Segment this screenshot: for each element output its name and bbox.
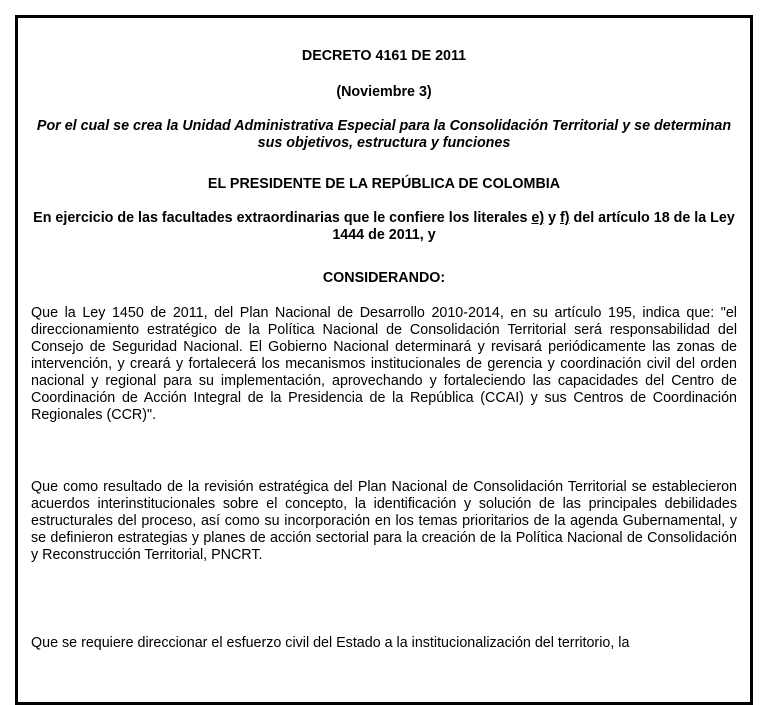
authority-text-1: En ejercicio de las facultades extraordinarias que le confiere los literales (33, 210, 532, 226)
literal-f-link[interactable]: f) (560, 210, 570, 226)
decree-subtitle: Por el cual se crea la Unidad Administrativa Especial para la Consolidación Territorial y se determinan sus objetivos, estructura y funciones (36, 118, 732, 151)
paragraph: Que como resultado de la revisión estratégica del Plan Nacional de Consolidación Territorial se establecieron acuerdos interinstitucionales sobre el concepto, la identificación y solución de las principales debilidades estructurales del proceso, así como su incorporación en los temas prioritarios de la agenda Gubernamental, y se definieron estrategias y planes de acción sectorial para la creación de la Política Nacional de Consolidación y Reconstrucción Territorial, PNCRT. (31, 479, 737, 563)
authority-text-3: del artículo 18 de la Ley 1444 de 2011, y (332, 210, 735, 243)
decree-date: (Noviembre 3) (336, 84, 432, 100)
decree-title: DECRETO 4161 DE 2011 (301, 48, 467, 64)
authority-statement (28, 210, 740, 244)
considerando-heading: CONSIDERANDO: (322, 270, 446, 286)
literal-e-link[interactable]: e) (531, 210, 545, 226)
paragraph: Que la Ley 1450 de 2011, del Plan Nacional de Desarrollo 2010-2014, en su artículo 195, indica que: "el direccionamiento estratégico de la Política Nacional de Consolidación Territorial será responsabilidad del Consejo de Seguridad Nacional. El Gobierno Nacional determinará y revisará periódicamente las zonas de intervención, y creará y fortalecerá los mecanismos institucionales de gerencia y coordinación civil del orden nacional y regional para su implementación, aprovechando y fortaleciendo las capacidades del Centro de Coordinación de Acción Integral de la Presidencia de la República (CCAI) y sus Centros de Coordinación Regionales (CCR)". (31, 305, 737, 423)
paragraph: Que se requiere direccionar el esfuerzo civil del Estado a la institucionalización del territorio, la (31, 635, 630, 651)
authority-text-2: y (544, 210, 561, 226)
document-page (15, 15, 753, 705)
president-heading: EL PRESIDENTE DE LA REPÚBLICA DE COLOMBIA (207, 176, 561, 192)
